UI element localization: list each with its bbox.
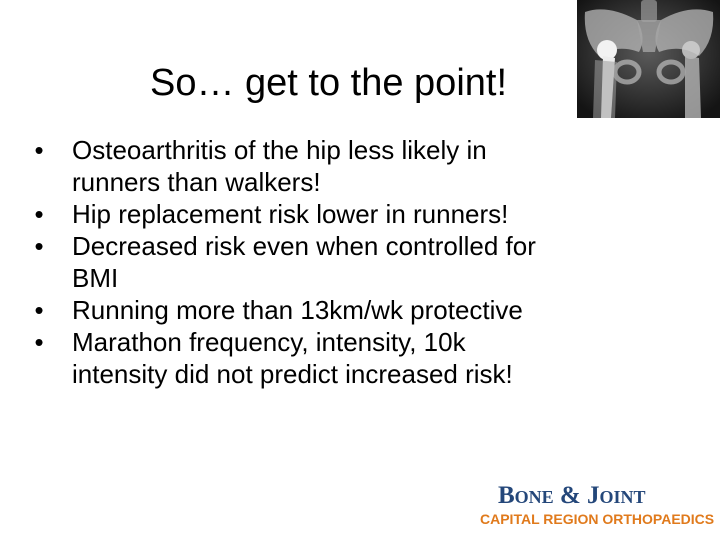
- bullet-dot: •: [34, 199, 44, 229]
- bullet-list: [28, 134, 668, 390]
- bullet-dot: •: [34, 231, 44, 261]
- hip-xray-image: [577, 0, 720, 118]
- bullet-item: [28, 294, 668, 326]
- bullet-item: [28, 326, 668, 390]
- slide-title: So… get to the point!: [150, 62, 508, 104]
- bullet-line: Osteoarthritis of the hip less likely in: [72, 135, 487, 165]
- logo-sub-text: CAPITAL REGION ORTHOPAEDICS: [480, 511, 715, 527]
- bullet-line: runners than walkers!: [72, 167, 321, 197]
- hip-xray-icon: [577, 0, 720, 118]
- bone-joint-logo: [480, 482, 715, 532]
- bullet-item: [28, 134, 668, 198]
- bullet-dot: •: [34, 327, 44, 357]
- bullet-dot: •: [34, 295, 44, 325]
- logo-main-text: Bone & Joint: [498, 482, 646, 509]
- bullet-line: Hip replacement risk lower in runners!: [72, 199, 509, 229]
- bullet-line: Decreased risk even when controlled for: [72, 231, 536, 261]
- bullet-line: Running more than 13km/wk protective: [72, 295, 523, 325]
- bullet-item: [28, 198, 668, 230]
- bullet-dot: •: [34, 135, 44, 165]
- bullet-line: intensity did not predict increased risk!: [72, 359, 513, 389]
- bullet-line: Marathon frequency, intensity, 10k: [72, 327, 466, 357]
- bullet-line: BMI: [72, 263, 119, 293]
- bullet-item: [28, 230, 668, 294]
